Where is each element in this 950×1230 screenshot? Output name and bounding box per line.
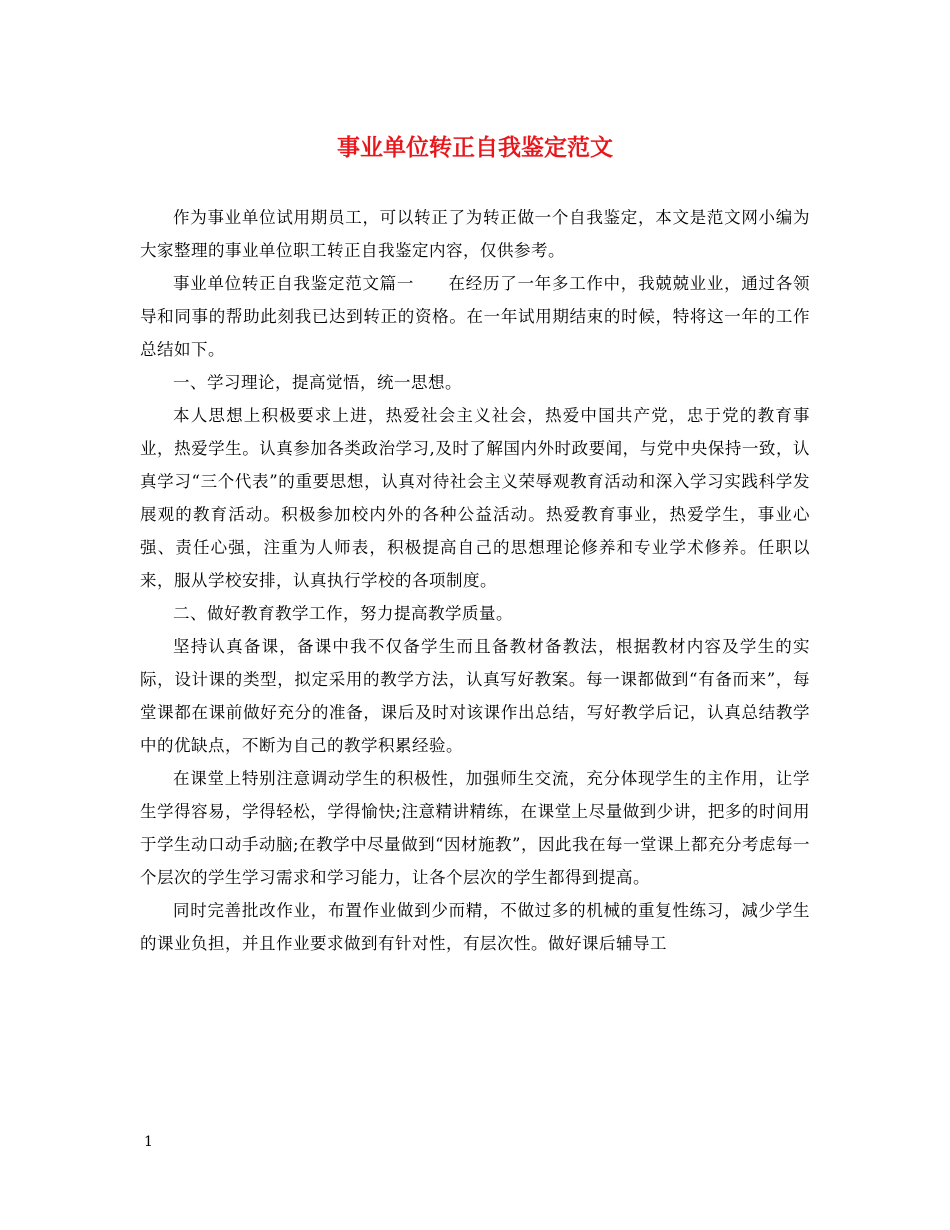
paragraph: 本人思想上积极要求上进，热爱社会主义社会，热爱中国共产党，忠于党的教育事业，热爱学生。认真参加各类政治学习,及时了解国内外时政要闻，与党中央保持一致，认真学习“三个代表”的重要思想，认真对待社会主义荣辱观教育活动和深入学习实践科学发展观的教育活动。积极参加校内外的各种公益活动。热爱教育事业，热爱学生，事业心强、责任心强，注重为人师表，积极提高自己的思想理论修养和专业学术修养。任职以来，服从学校安排，认真执行学校的各项制度。 — [140, 406, 810, 590]
page-number: 1 — [144, 1134, 153, 1150]
paragraph: 同时完善批改作业，布置作业做到少而精，不做过多的机械的重复性练习，减少学生的课业负担，并且作业要求做到有针对性，有层次性。做好课后辅导工 — [140, 901, 810, 953]
paragraph: 在课堂上特别注意调动学生的积极性，加强师生交流，充分体现学生的主作用，让学生学得容易，学得轻松，学得愉快;注意精讲精练，在课堂上尽量做到少讲，把多的时间用于学生动口动手动脑;在教学中尽量做到“因材施教”，因此我在每一堂课上都充分考虑每一个层次的学生学习需求和学习能力，让各个层次的学生都得到提高。 — [140, 769, 810, 887]
section-heading: 二、做好教育教学工作，努力提高教学质量。 — [173, 604, 513, 623]
document-title: 事业单位转正自我鉴定范文 — [337, 134, 613, 161]
section-heading: 一、学习理论，提高觉悟，统一思想。 — [173, 373, 462, 392]
paragraph: 作为事业单位试用期员工，可以转正了为转正做一个自我鉴定，本文是范文网小编为大家整理的事业单位职工转正自我鉴定内容，仅供参考。 — [140, 208, 810, 260]
document-body — [140, 201, 810, 960]
paragraph: 坚持认真备课，备课中我不仅备学生而且备教材备教法，根据教材内容及学生的实际，设计课的类型，拟定采用的教学方法，认真写好教案。每一课都做到“有备而来”，每堂课都在课前做好充分的准备，课后及时对该课作出总结，写好教学后记，认真总结教学中的优缺点，不断为自己的教学积累经验。 — [140, 637, 810, 755]
paragraph: 事业单位转正自我鉴定范文篇一 在经历了一年多工作中，我兢兢业业，通过各领导和同事的帮助此刻我已达到转正的资格。在一年试用期结束的时候，特将这一年的工作总结如下。 — [140, 274, 810, 359]
